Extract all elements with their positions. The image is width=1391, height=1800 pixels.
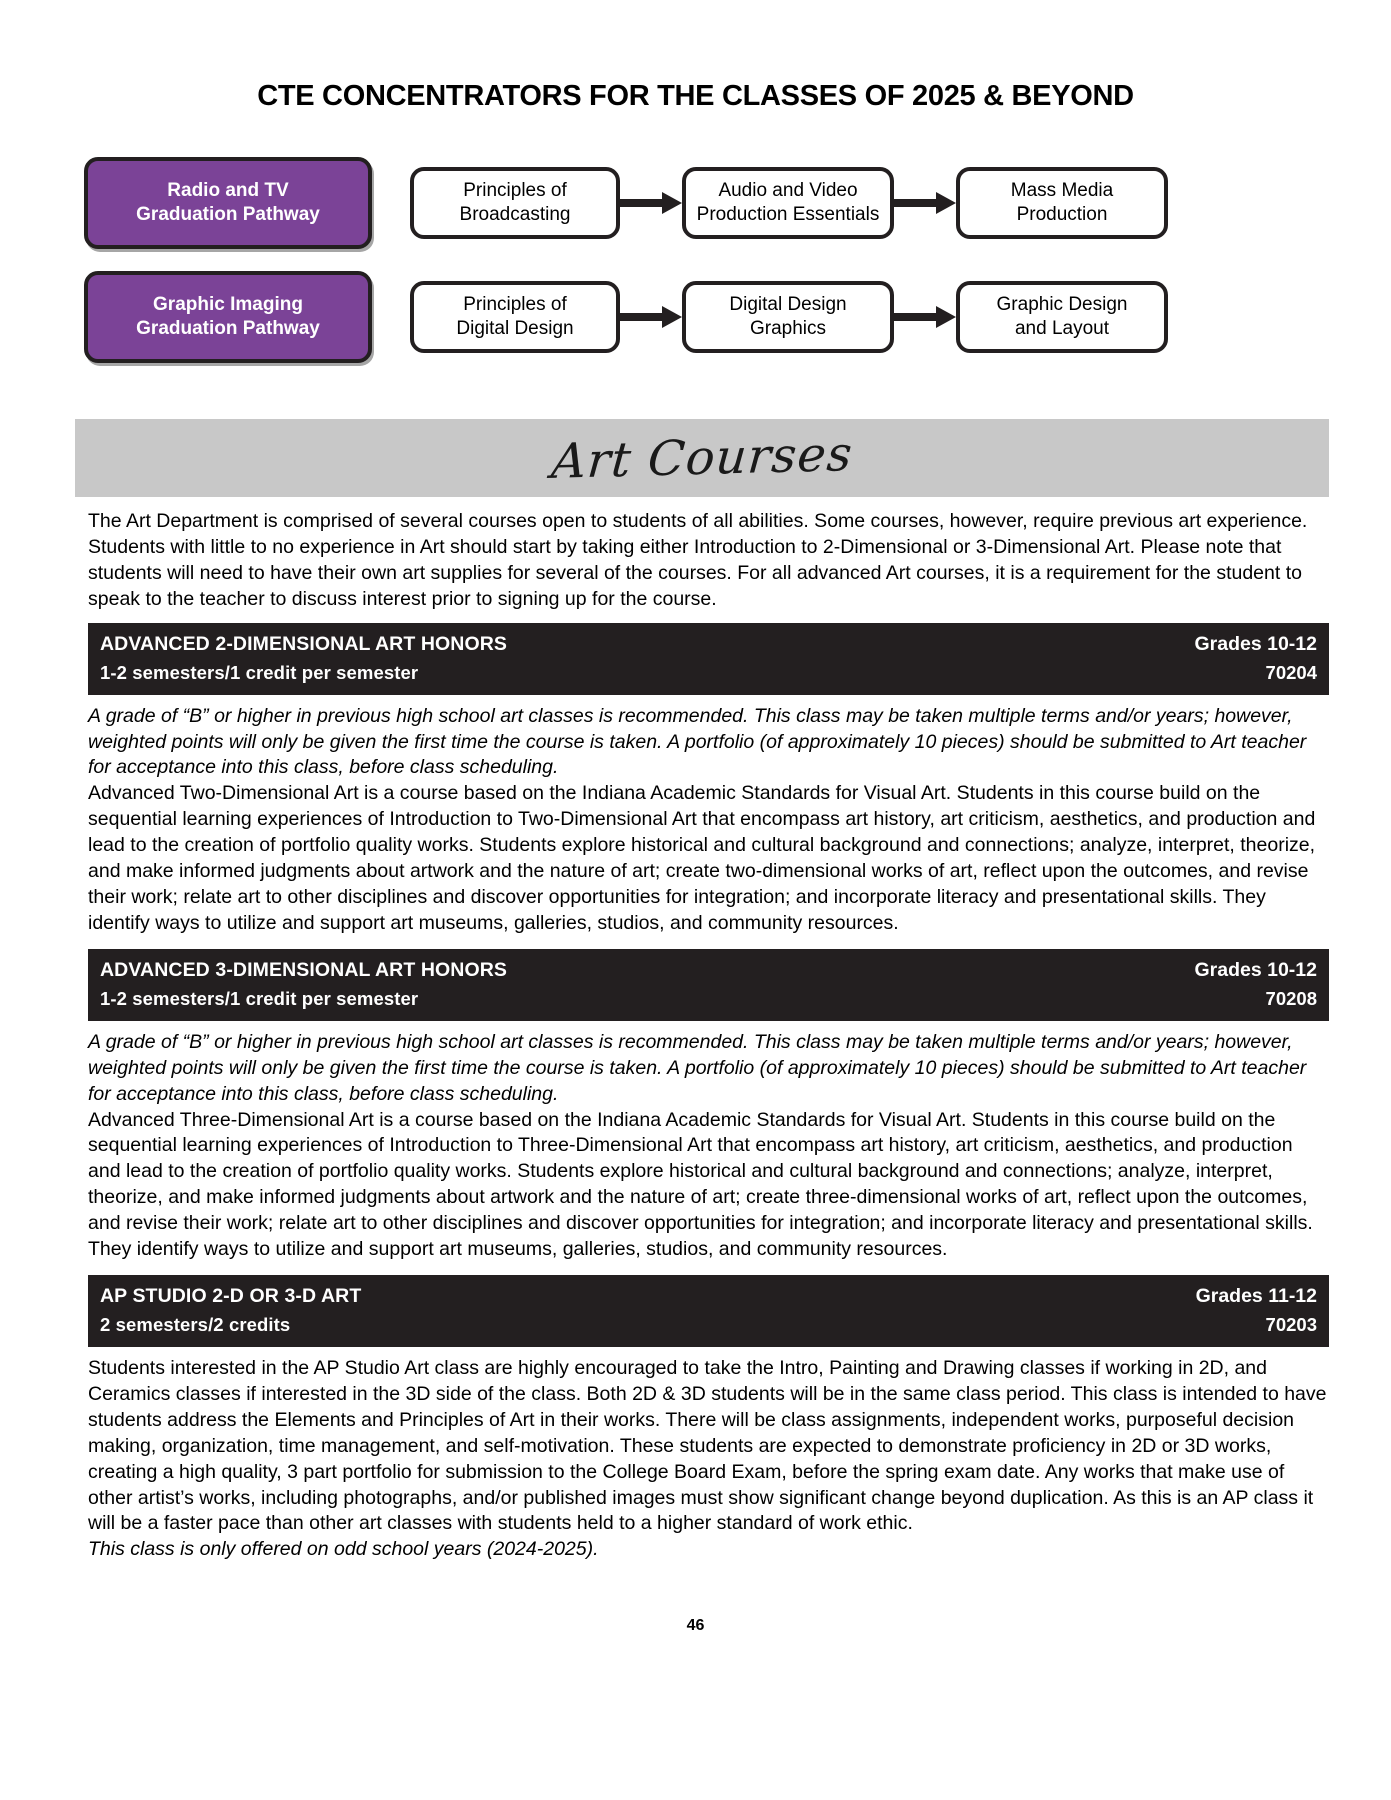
course-header-bottom-row [100, 659, 1317, 688]
step-line2: and Layout [1014, 318, 1109, 339]
course-header-bar [88, 1275, 1329, 1347]
course-header-bottom-row [100, 1311, 1317, 1340]
course-code: 70203 [1265, 1314, 1317, 1336]
arrow-right-icon [894, 305, 956, 329]
pathway-badge-line1: Graphic Imaging [153, 294, 303, 316]
arrow-right-icon [894, 191, 956, 215]
course-description: Advanced Three-Dimensional Art is a course based on the Indiana Academic Standards for Visual Art. Students in this course build on the sequential learning experiences of Introduction to Three-Dimensional Art that encompass art history, art criticism, aesthetics, and production and lead to the creation of portfolio quality works. Students explore historical and cultural background and connections; analyze, interpret, theorize, and make informed judgments about artwork and the nature of art; create three-dimensional works of art, reflect upon the outcomes, and revise their work; relate art to other disciplines and discover opportunities for integration; and incorporate literacy and presentational skills. They identify ways to utilize and support art museums, galleries, studios, and community resources. [88, 1108, 1313, 1261]
step-line2: Graphics [749, 318, 826, 339]
section-intro-paragraph: The Art Department is comprised of several courses open to students of all abilities. Some courses, however, require previous art experience. Students with little to no experience in Art should start by taking either Introduction to 2-Dimensional or 3-Dimensional Art. Please note that students will need to have their own art supplies for several of the courses. For all advanced Art courses, it is a requirement for the student to speak to the teacher to discuss interest prior to signing up for the course. [88, 510, 1308, 610]
pathway-badge-line1: Radio and TV [167, 180, 289, 202]
arrow-right-icon [620, 191, 682, 215]
course-description: Students interested in the AP Studio Art class are highly encouraged to take the Intro, Painting and Drawing classes if working in 2D, and Ceramics classes if interested in the 3D side of the class. Both 2D & 3D students will be in the same class period. This class is intended to have students address the Elements and Principles of Art in their works. There will be class assignments, independent works, purposeful decision making, organization, time management, and self-motivation. These students are expected to demonstrate proficiency in 2D or 3D works, creating a high quality, 3 part portfolio for submission to the College Board Exam, before the spring exam date. Any works that make use of other artist’s works, including photographs, and/or published images must show significant change beyond duplication. As this is an AP class it will be a faster pace than other art classes with students held to a higher standard of work ethic. [88, 1356, 1327, 1535]
course-block [88, 623, 1329, 937]
course-code: 70208 [1265, 988, 1317, 1010]
course-header-bar [88, 623, 1329, 695]
course-description-block [88, 1356, 1329, 1563]
step-line2: Digital Design [456, 318, 574, 339]
course-code: 70204 [1265, 661, 1317, 683]
pathway-row-radio-tv [84, 157, 1321, 249]
course-title: ADVANCED 2-DIMENSIONAL ART HONORS [100, 632, 508, 655]
course-prerequisite-note: A grade of “B” or higher in previous high school art classes is recommended. This class may be taken multiple terms and/or years; however, weighted points will only be given the first time the course is taken. A portfolio (of approximately 10 pieces) should be submitted to Art teacher for acceptance into this class, before class scheduling. [88, 1030, 1307, 1105]
course-header-top-row [100, 955, 1317, 985]
course-description: Advanced Two-Dimensional Art is a course based on the Indiana Academic Standards for Visual Art. Students in this course build on the sequential learning experiences of Introduction to Two-Dimensional Art that encompass art history, art criticism, aesthetics, and production and lead to the creation of portfolio quality works. Students explore historical and cultural background and connections; analyze, interpret, theorize, and make informed judgments about artwork and the nature of art; create two-dimensional works of art, reflect upon the outcomes, and revise their work; relate art to other disciplines and discover opportunities for integration; and incorporate literacy and presentational skills. They identify ways to utilize and support art museums, galleries, studios, and community resources. [88, 782, 1316, 934]
pathway-step-audio-video-production-essentials [682, 167, 894, 239]
arrow-right-icon [620, 305, 682, 329]
course-block [88, 1275, 1329, 1563]
course-credits: 1-2 semesters/1 credit per semester [100, 661, 419, 683]
course-grades: Grades 10-12 [1194, 632, 1317, 655]
pathway-step-digital-design-graphics [682, 281, 894, 353]
course-header-top-row [100, 629, 1317, 659]
course-block [88, 949, 1329, 1263]
course-prerequisite-note: A grade of “B” or higher in previous high school art classes is recommended. This class may be taken multiple terms and/or years; however, weighted points will only be given the first time the course is taken. A portfolio (of approximately 10 pieces) should be submitted to Art teacher for acceptance into this class, before class scheduling. [88, 704, 1307, 779]
course-title: ADVANCED 3-DIMENSIONAL ART HONORS [100, 958, 508, 981]
step-line2: Broadcasting [459, 204, 571, 225]
pathway-step-principles-of-broadcasting [410, 167, 620, 239]
step-line1: Digital Design [729, 294, 847, 316]
course-header-top-row [100, 1281, 1317, 1311]
course-availability-note: This class is only offered on odd school years (2024-2025). [88, 1538, 599, 1561]
pathway-step-mass-media-production [956, 167, 1168, 239]
pathway-step-graphic-design-and-layout [956, 281, 1168, 353]
section-banner-title: Art Courses [549, 426, 855, 490]
step-line1: Principles of [463, 294, 567, 316]
course-header-bar [88, 949, 1329, 1021]
pathway-badge-line2: Graduation Pathway [136, 204, 320, 225]
page-number: 46 [686, 1617, 705, 1635]
pathway-badge-line2: Graduation Pathway [136, 318, 320, 339]
cte-pathways-diagram [0, 157, 1391, 363]
course-grades: Grades 10-12 [1194, 958, 1317, 981]
pathway-row-graphic-imaging [84, 271, 1321, 363]
pathway-step-principles-of-digital-design [410, 281, 620, 353]
step-line1: Audio and Video [718, 180, 858, 202]
step-line2: Production Essentials [696, 204, 880, 225]
page-title: CTE CONCENTRATORS FOR THE CLASSES OF 2025 & BEYOND [257, 80, 1134, 112]
step-line1: Mass Media [1010, 180, 1114, 202]
step-line1: Principles of [463, 180, 567, 202]
course-credits: 2 semesters/2 credits [100, 1314, 291, 1336]
section-banner-art-courses [75, 419, 1329, 497]
course-description-block [88, 1030, 1329, 1263]
course-title: AP STUDIO 2-D OR 3-D ART [100, 1285, 362, 1308]
course-grades: Grades 11-12 [1195, 1285, 1317, 1308]
step-line1: Graphic Design [996, 294, 1128, 316]
pathway-badge-graphic-imaging [84, 271, 372, 363]
course-header-bottom-row [100, 985, 1317, 1014]
art-courses-content [88, 509, 1329, 1563]
step-line2: Production [1016, 204, 1108, 225]
course-credits: 1-2 semesters/1 credit per semester [100, 988, 419, 1010]
pathway-badge-radio-tv [84, 157, 372, 249]
course-description-block [88, 704, 1329, 937]
